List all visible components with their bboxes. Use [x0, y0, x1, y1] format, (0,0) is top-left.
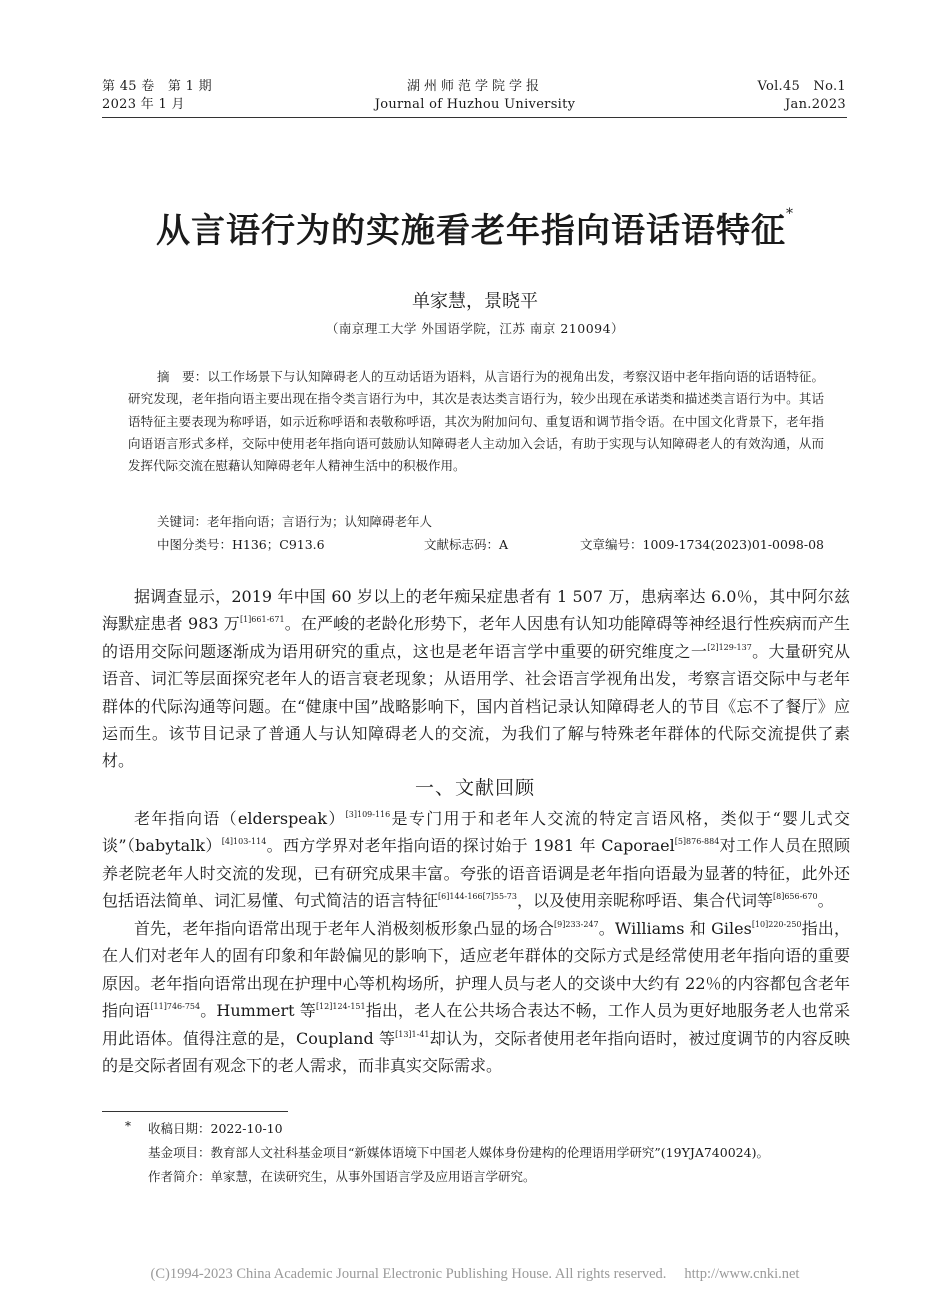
section-heading-text: 一、文献回顾	[414, 777, 535, 799]
p2-text-e: ，以及使用亲昵称呼语、集合代词等	[516, 891, 773, 911]
p1-text-c: 。大量研究从语音、词汇等层面探究老年人的语言衰老现象；从语用学、社会语言学视角出发，考察言语交际中与老年群体的代际沟通等问题。在“健康中国”战略影响下，国内首档记录认知障碍老人的节目《忘不了餐厅》应运而生。该节目记录了普通人与认知障碍老人的交流，为我们了解与特殊老年群体的代际交流提供了素材。	[102, 641, 850, 771]
keywords	[157, 511, 432, 533]
section-heading	[0, 773, 950, 803]
citation: [8]656-670	[773, 892, 818, 902]
volume-issue: 第 45 卷 第 1 期	[102, 79, 212, 94]
affiliation: （南京理工大学 外国语学院，江苏 南京 210094）	[325, 321, 625, 336]
citation: [4]103-114	[221, 837, 267, 847]
p2-text-a: 老年指向语（elderspeak）	[134, 809, 346, 828]
p3-text-f: 却认为，交际者使用老年指向语时，被过度调节的内容反映的是交际者固有观念下的老人需求，而非真实交际需求。	[102, 1028, 850, 1076]
p3-text-a: 首先，老年指向语常出现于老年人消极刻板形象凸显的场合	[134, 919, 555, 938]
literature-paragraph-1	[102, 805, 850, 915]
footnote-received-date: 收稿日期：2022-10-10	[148, 1121, 283, 1136]
journal-name-cn: 湖州师范学院学报	[406, 79, 543, 94]
citation: [1]661-671	[239, 615, 285, 625]
citation: [12]124-151	[315, 1002, 366, 1012]
citation: [6]144-166[7]55-73	[438, 892, 517, 902]
footnote-star: *	[125, 1119, 131, 1133]
journal-name-en: Journal of Huzhou University	[374, 97, 576, 112]
citation: [11]746-754	[150, 1002, 201, 1012]
abstract-text: 以工作场景下与认知障碍老人的互动话语为语料，从言语行为的视角出发，考察汉语中老年指向语的话语特征。研究发现，老年指向语主要出现在指令类言语行为中，其次是表达类言语行为，较少出现在承诺类和描述类言语行为中。其话语特征主要表现为称呼语，如示近称呼语和表敬称呼语，其次为附加问句、重复语和调节指令语。在中国文化背景下，老年指向语语言形式多样，交际中使用老年指向语可鼓励认知障碍老人主动加入会话，有助于实现与认知障碍老人的有效沟通，从而发挥代际交流在慰藉认知障碍老年人精神生活中的积极作用。	[128, 369, 824, 474]
p3-text-e: 指出，老人在公共场合表达不畅，工作人员为更好地服务老人也常采用此语体。值得注意的是，Coupland 等	[102, 1001, 850, 1048]
citation: [5]876-884	[674, 837, 720, 847]
document-code: 文献标志码：A	[424, 537, 509, 552]
article-number: 文章编号：1009-1734(2023)01-0098-08	[580, 537, 824, 552]
p3-text-d: 。Hummert 等	[200, 1001, 316, 1021]
journal-vol-en	[757, 78, 846, 114]
literature-paragraph-2	[102, 915, 850, 1079]
p3-text-b: 。Williams 和 Giles	[598, 919, 752, 938]
p1-text-a: 据调查显示，2019 年中国 60 岁以上的老年痴呆症患者有 1 507 万，患病率达 6.0％，其中阿尔兹海默症患者 983 万	[102, 587, 850, 634]
clc-number: 中图分类号：H136；C913.6	[157, 537, 325, 552]
issue-date-en: Jan.2023	[785, 97, 846, 112]
intro-paragraph	[102, 583, 850, 775]
p1-text-b: 。在严峻的老龄化形势下，老年人因患有认知功能障碍等神经退行性疾病而产生的语用交际问题逐渐成为语用研究的重点，这也是老年语言学中重要的研究维度之一	[102, 614, 850, 661]
citation: [3]109-116	[345, 810, 391, 819]
p2-text-c: 。西方学界对老年指向语的探讨始于 1981 年 Caporael	[266, 836, 675, 856]
cnki-link[interactable]: http://www.cnki.net	[684, 1266, 800, 1282]
footnote-divider	[102, 1111, 288, 1112]
header-divider	[102, 117, 847, 118]
keywords-label: 关键词：	[157, 514, 208, 529]
paper-title-text: 从言语行为的实施看老年指向语话语特征	[156, 211, 786, 251]
authors: 单家慧，景晓平	[412, 291, 538, 312]
copyright-line	[0, 1266, 950, 1283]
p3-text-c: 指出，在人们对老年人的固有印象和年龄偏见的影响下，适应老年群体的交际方式是经常使用老年指向语的重要原因。老年指向语常出现在护理中心等机构场所，护理人员与老人的交谈中大约有 22％的内容都包含老年指向语	[102, 919, 850, 1021]
citation: [10]220-250	[751, 920, 802, 929]
p2-text-b: 是专门用于和老年人交流的特定言语风格，类似于“婴儿式交谈”（babytalk）	[102, 809, 850, 856]
citation: [2]129-137	[707, 642, 752, 652]
issue-date: 2023 年 1 月	[102, 97, 185, 112]
copyright-text: (C)1994-2023 China Academic Journal Electronic Publishing House. All rights reserved.	[150, 1266, 667, 1282]
abstract	[128, 366, 824, 477]
paper-title	[0, 190, 950, 255]
footnote-fund: 基金项目：教育部人文社科基金项目“新媒体语境下中国老人媒体身份建构的伦理语用学研究”(19YJA740024)。	[148, 1145, 769, 1160]
title-footnote-mark: *	[786, 206, 794, 222]
footnote-author-bio: 作者简介：单家慧，在读研究生，从事外国语言学及应用语言学研究。	[148, 1169, 536, 1184]
abstract-label: 摘 要：	[157, 369, 208, 384]
vol-no: Vol.45 No.1	[757, 79, 846, 94]
keywords-text: 老年指向语；言语行为；认知障碍老年人	[207, 514, 433, 529]
citation: [9]233-247	[554, 920, 599, 929]
citation: [13]1-41	[395, 1029, 430, 1039]
p2-text-d: 对工作人员在照顾养老院老年人时交流的发现，已有研究成果丰富。夸张的语音语调是老年指向语最为显著的特征，此外还包括语法简单、词汇易懂、句式简洁的语言特征	[102, 836, 850, 911]
p2-text-f: 。	[817, 891, 834, 911]
